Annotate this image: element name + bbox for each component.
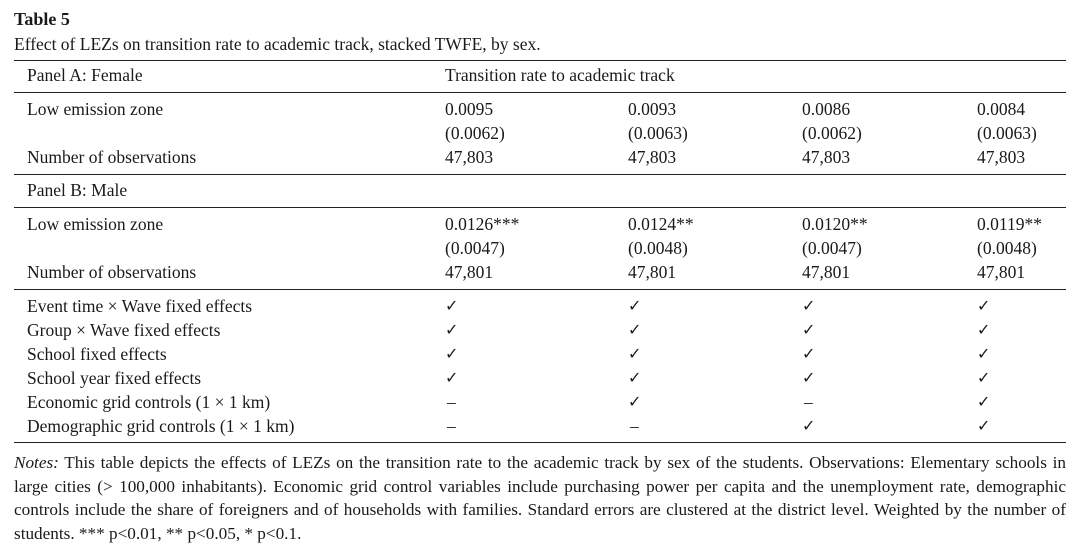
check-mark: ✓	[628, 320, 642, 339]
coef-cell: 0.0086	[802, 99, 851, 119]
dash-mark: –	[447, 416, 456, 436]
panel-a-label: Panel A: Female	[27, 65, 143, 85]
control-label: Event time × Wave fixed effects	[27, 296, 253, 316]
check-mark: ✓	[445, 368, 459, 387]
obs-cell: 47,801	[628, 262, 677, 282]
obs-cell: 47,803	[628, 147, 677, 167]
bottom-rule	[14, 442, 1066, 443]
panel-b-label: Panel B: Male	[27, 180, 128, 200]
panel-a-rule	[14, 92, 1066, 93]
panel-b-top-rule	[14, 174, 1066, 175]
control-label: School year fixed effects	[27, 368, 202, 388]
se-cell: (0.0063)	[977, 123, 1037, 143]
se-cell: (0.0047)	[445, 238, 505, 258]
check-mark: ✓	[977, 344, 991, 363]
dash-mark: –	[447, 392, 456, 412]
check-mark: ✓	[445, 344, 459, 363]
check-mark: ✓	[445, 296, 459, 315]
se-cell: (0.0048)	[977, 238, 1037, 258]
check-mark: ✓	[802, 344, 816, 363]
obs-cell: 47,803	[445, 147, 494, 167]
check-mark: ✓	[628, 296, 642, 315]
top-rule	[14, 60, 1066, 61]
dash-mark: –	[630, 416, 639, 436]
check-mark: ✓	[445, 320, 459, 339]
se-cell: (0.0048)	[628, 238, 688, 258]
coef-cell: 0.0124**	[628, 214, 694, 234]
coef-cell: 0.0126***	[445, 214, 520, 234]
notes-lead: Notes:	[14, 453, 59, 472]
se-cell: (0.0062)	[802, 123, 862, 143]
se-cell: (0.0047)	[802, 238, 862, 258]
controls-rule	[14, 289, 1066, 290]
coef-cell: 0.0119**	[977, 214, 1042, 234]
check-mark: ✓	[977, 392, 991, 411]
check-mark: ✓	[628, 368, 642, 387]
check-mark: ✓	[802, 368, 816, 387]
check-mark: ✓	[802, 320, 816, 339]
obs-cell: 47,801	[445, 262, 494, 282]
check-mark: ✓	[977, 416, 991, 435]
row-label: Low emission zone	[27, 214, 164, 234]
obs-cell: 47,803	[977, 147, 1026, 167]
obs-cell: 47,801	[977, 262, 1026, 282]
check-mark: ✓	[802, 416, 816, 435]
coef-cell: 0.0120**	[802, 214, 868, 234]
control-label: Economic grid controls (1 × 1 km)	[27, 392, 271, 412]
table-caption: Effect of LEZs on transition rate to academic track, stacked TWFE, by sex.	[14, 34, 541, 54]
control-label: Demographic grid controls (1 × 1 km)	[27, 416, 295, 436]
notes-body: This table depicts the effects of LEZs on the transition rate to the academic track by sex of the students. Observations: Elementary schools in large cities (> 100,000 inhabitants). Economic grid control variables include purchasing power per capita and the unemployment rate, demographic controls include the share of foreigners and of households with families. Standard errors are clustered at the district level. Weighted by the number of students. *** p<0.01, ** p<0.05, * p<0.1.	[14, 453, 1066, 543]
se-cell: (0.0063)	[628, 123, 688, 143]
row-label: Low emission zone	[27, 99, 164, 119]
check-mark: ✓	[628, 344, 642, 363]
panel-b-rule	[14, 207, 1066, 208]
row-label: Number of observations	[27, 262, 197, 282]
table-notes	[14, 451, 1066, 545]
dash-mark: –	[804, 392, 813, 412]
coef-cell: 0.0095	[445, 99, 494, 119]
row-label: Number of observations	[27, 147, 197, 167]
column-header: Transition rate to academic track	[445, 65, 675, 85]
obs-cell: 47,803	[802, 147, 851, 167]
control-label: Group × Wave fixed effects	[27, 320, 221, 340]
check-mark: ✓	[977, 296, 991, 315]
check-mark: ✓	[977, 320, 991, 339]
se-cell: (0.0062)	[445, 123, 505, 143]
check-mark: ✓	[977, 368, 991, 387]
obs-cell: 47,801	[802, 262, 851, 282]
check-mark: ✓	[802, 296, 816, 315]
table-title: Table 5	[14, 9, 70, 29]
control-label: School fixed effects	[27, 344, 167, 364]
coef-cell: 0.0093	[628, 99, 677, 119]
check-mark: ✓	[628, 392, 642, 411]
coef-cell: 0.0084	[977, 99, 1026, 119]
